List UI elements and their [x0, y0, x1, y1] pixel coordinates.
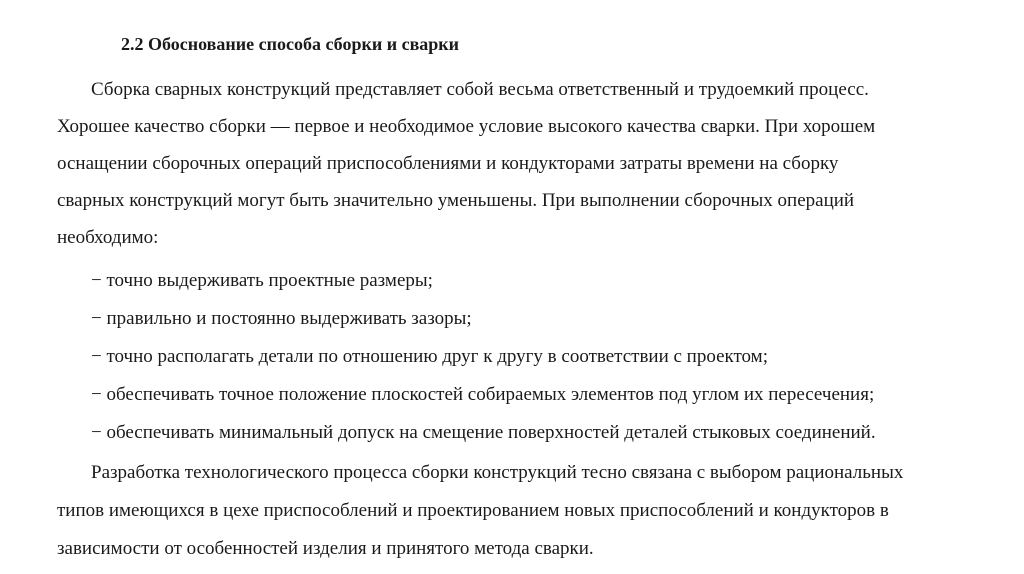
- paragraph-2-line-3: зависимости от особенностей изделия и принятого метода сварки.: [57, 538, 594, 559]
- paragraph-1-line-4: сварных конструкций могут быть значительно уменьшены. При выполнении сборочных операций: [57, 190, 855, 211]
- paragraph-1-line-1: Сборка сварных конструкций представляет собой весьма ответственный и трудоемкий процесс.: [91, 79, 869, 100]
- list-item-3: − точно располагать детали по отношению друг к другу в соответствии с проектом;: [91, 346, 768, 367]
- list-item-2: − правильно и постоянно выдерживать зазоры;: [91, 308, 472, 329]
- paragraph-1-line-5: необходимо:: [57, 227, 159, 248]
- paragraph-1-line-2: Хорошее качество сборки — первое и необходимое условие высокого качества сварки. При хорошем: [57, 116, 876, 137]
- section-heading: 2.2 Обоснование способа сборки и сварки: [121, 34, 460, 54]
- list-item-5: − обеспечивать минимальный допуск на смещение поверхностей деталей стыковых соединений.: [91, 422, 876, 443]
- paragraph-1-line-3: оснащении сборочных операций приспособлениями и кондукторами затраты времени на сборку: [57, 153, 839, 174]
- list-item-1: − точно выдерживать проектные размеры;: [91, 270, 433, 291]
- paragraph-2-line-1: Разработка технологического процесса сборки конструкций тесно связана с выбором рациональных: [91, 462, 904, 483]
- list-item-4: − обеспечивать точное положение плоскостей собираемых элементов под углом их пересечения;: [91, 384, 875, 405]
- paragraph-2-line-2: типов имеющихся в цехе приспособлений и проектированием новых приспособлений и кондукторов в: [57, 500, 889, 521]
